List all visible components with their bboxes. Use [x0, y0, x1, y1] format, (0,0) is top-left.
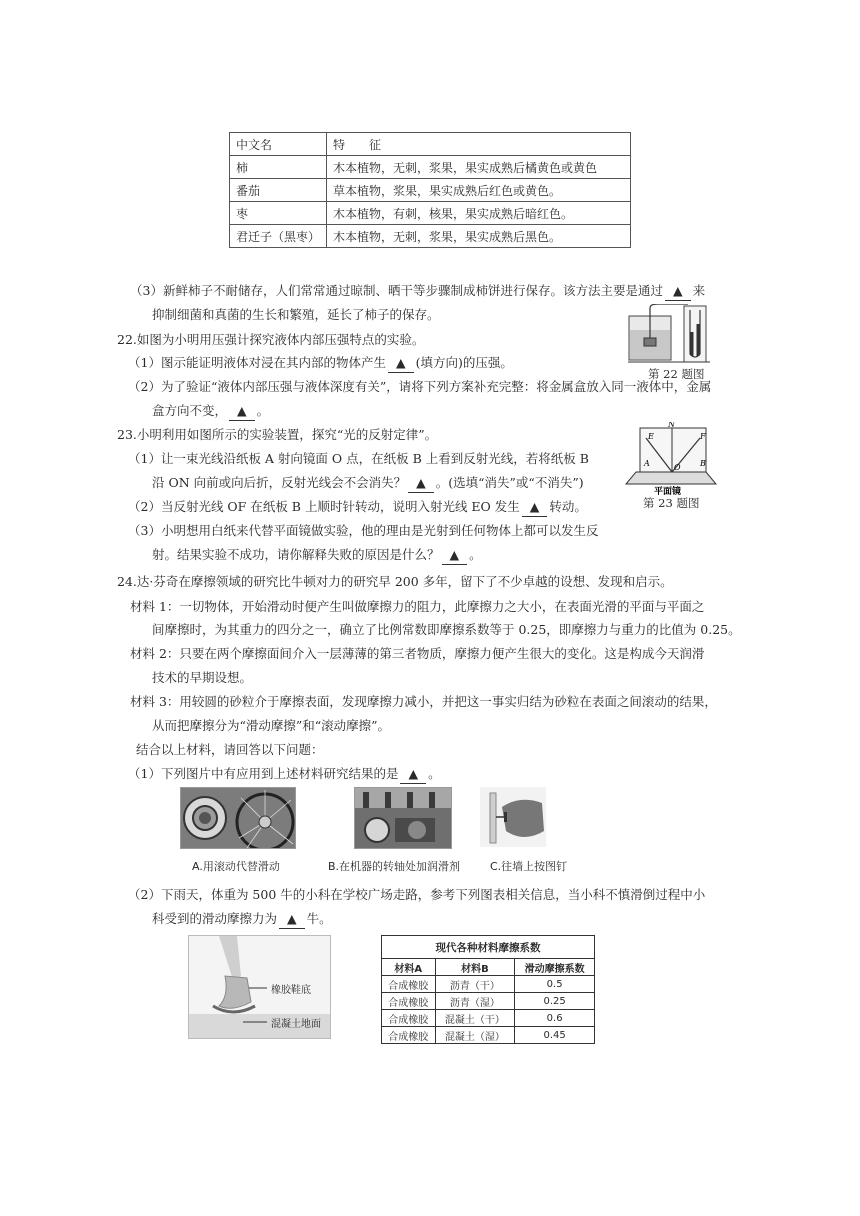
option-b-photo — [354, 787, 452, 849]
q22-figure-caption: 第 22 题图 — [648, 367, 705, 381]
table-cell: 沥青（湿） — [435, 993, 515, 1010]
option-b-label: B.在机器的转轴处加润滑剂 — [328, 860, 461, 873]
table-cell: 0.6 — [515, 1010, 595, 1027]
plant-table — [229, 132, 631, 248]
table-header-cell: 滑动摩擦系数 — [515, 959, 595, 976]
answer-blank: ▲ — [279, 910, 305, 929]
q23-figure-caption: 第 23 题图 — [643, 496, 700, 510]
label-O: O — [674, 463, 681, 472]
q23-2 — [128, 498, 587, 517]
option-a-label: A.用滚动代替滑动 — [192, 860, 280, 873]
table-header-row — [382, 959, 595, 976]
friction-table-title: 现代各种材料摩擦系数 — [382, 936, 595, 959]
question-text: 。 — [469, 547, 482, 562]
table-cell: 沥青（干） — [435, 976, 515, 993]
material-3-line1: 材料 3：用较圆的砂粒介于摩擦表面，发现摩擦力减小，并把这一事实归结为砂粒在表面之间滚动的结果， — [130, 694, 717, 709]
bearing-wheel-image — [181, 788, 295, 848]
q22-2-line1: （2）为了验证“液体内部压强与液体深度有关”，请将下列方案补充完整：将金属盒放入同一液体中，金属 — [128, 379, 712, 394]
table-cell: 0.45 — [515, 1027, 595, 1044]
mirror-label: 平面镜 — [654, 487, 682, 496]
reflection-figure — [622, 422, 722, 496]
label-N: N — [668, 422, 675, 429]
table-cell: 合成橡胶 — [382, 993, 436, 1010]
table-header-cell: 材料A — [382, 959, 436, 976]
question-text: (填方向)的压强。 — [415, 355, 513, 370]
answer-blank: ▲ — [408, 474, 434, 493]
table-cell: 君迁子（黑枣） — [230, 225, 327, 248]
table-cell: 木本植物，无刺，浆果，果实成熟后橘黄色或黄色 — [327, 156, 631, 179]
q21-3-line2: 抑制细菌和真菌的生长和繁殖，延长了柿子的保存。 — [152, 307, 440, 322]
question-text: 。 — [256, 403, 270, 418]
table-header-cell: 中文名 — [230, 133, 327, 156]
table-row — [382, 1027, 595, 1044]
table-cell: 0.5 — [515, 976, 595, 993]
label-E: E — [648, 432, 654, 441]
answer-blank: ▲ — [229, 402, 255, 421]
table-header-cell: 材料B — [435, 959, 515, 976]
question-text: 来 — [692, 283, 706, 298]
table-row — [230, 179, 631, 202]
answer-blank: ▲ — [522, 498, 548, 517]
table-cell: 草本植物，浆果，果实成熟后红色或黄色。 — [327, 179, 631, 202]
concrete-ground-label: 混凝土地面 — [271, 1019, 321, 1030]
question-text: （2）当反射光线 OF 在纸板 B 上顺时针转动，说明入射光线 EO 发生 — [128, 499, 520, 514]
q23-1-line2 — [152, 474, 584, 493]
question-text: 射。结果实验不成功，请你解释失败的原因是什么？ — [152, 547, 440, 562]
table-header-cell: 特 征 — [327, 133, 631, 156]
question-text: 盒方向不变， — [152, 403, 228, 418]
shoe-photo — [188, 935, 331, 1039]
label-A: A — [644, 459, 650, 468]
label-B: B — [700, 459, 706, 468]
material-1-line2: 间摩擦时，为其重力的四分之一，确立了比例常数即摩擦系数等于 0.25，即摩擦力与重力的比值为 0.25。 — [152, 622, 741, 637]
q23-3-line2 — [152, 546, 482, 565]
option-c-photo — [480, 787, 546, 847]
combine-text: 结合以上材料，请回答以下问题： — [136, 742, 324, 757]
table-cell: 枣 — [230, 202, 327, 225]
pressure-gauge-figure — [628, 304, 710, 366]
table-cell: 木本植物，有刺，核果，果实成熟后暗红色。 — [327, 202, 631, 225]
table-cell: 番茄 — [230, 179, 327, 202]
question-text: 科受到的滑动摩擦力为 — [152, 911, 278, 926]
answer-blank: ▲ — [665, 282, 691, 301]
table-row — [382, 993, 595, 1010]
material-2-line1: 材料 2：只要在两个摩擦面间介入一层薄薄的第三者物质，摩擦力便产生很大的变化。这是构成今天润滑 — [130, 646, 705, 661]
table-header-row — [230, 133, 631, 156]
question-text: 。(选填“消失”或“不消失”) — [435, 475, 584, 490]
table-cell: 柿 — [230, 156, 327, 179]
answer-blank: ▲ — [388, 354, 414, 373]
material-3-line2: 从而把摩擦分为“滑动摩擦”和“滚动摩擦”。 — [152, 718, 391, 733]
question-text: （1）图示能证明液体对浸在其内部的物体产生 — [128, 355, 386, 370]
option-c-label: C.往墙上按图钉 — [490, 860, 568, 873]
table-row — [230, 202, 631, 225]
table-cell: 0.25 — [515, 993, 595, 1010]
friction-table — [381, 935, 595, 1044]
q22-1 — [128, 354, 513, 373]
table-cell: 混凝土（干） — [435, 1010, 515, 1027]
question-text: 转动。 — [549, 499, 587, 514]
q22-2-line2 — [152, 402, 269, 421]
option-a-photo — [180, 787, 296, 849]
q22-stem: 22.如图为小明用压强计探究液体内部压强特点的实验。 — [117, 332, 425, 347]
question-text: 。 — [428, 766, 441, 781]
q23-1-line1: （1）让一束光线沿纸板 A 射向镜面 O 点，在纸板 B 上看到反射光线，若将纸板 B — [128, 451, 589, 466]
table-cell: 合成橡胶 — [382, 1010, 436, 1027]
answer-blank: ▲ — [442, 546, 468, 565]
q24-2-line1: （2）下雨天，体重为 500 牛的小科在学校广场走路，参考下列图表相关信息，当小科不慎滑倒过程中小 — [128, 887, 706, 902]
table-row — [230, 156, 631, 179]
thumbtack-image — [480, 787, 546, 847]
q21-3-line1 — [130, 282, 705, 301]
table-row — [382, 1010, 595, 1027]
question-text: 沿 ON 向前或向后折，反射光线会不会消失？ — [152, 475, 407, 490]
question-text: （1）下列图片中有应用到上述材料研究结果的是 — [128, 766, 399, 781]
label-F: F — [700, 432, 706, 441]
table-cell: 混凝土（湿） — [435, 1027, 515, 1044]
q23-3-line1: （3）小明想用白纸来代替平面镜做实验，他的理由是光射到任何物体上都可以发生反 — [128, 523, 599, 538]
machine-shaft-image — [355, 788, 451, 848]
material-1-line1: 材料 1：一切物体，开始滑动时便产生叫做摩擦力的阻力，此摩擦力之大小，在表面光滑的平面与平面之 — [130, 599, 705, 614]
q24-1 — [128, 765, 441, 784]
table-cell: 木本植物，无刺，浆果，果实成熟后黑色。 — [327, 225, 631, 248]
material-2-line2: 技术的早期设想。 — [152, 670, 253, 685]
q23-stem: 23.小明利用如图所示的实验装置，探究“光的反射定律”。 — [117, 427, 438, 442]
q24-2-line2 — [152, 910, 332, 929]
answer-blank: ▲ — [400, 765, 426, 784]
q24-stem: 24.达·芬奇在摩擦领域的研究比牛顿对力的研究早 200 多年，留下了不少卓越的设想、发现和启示。 — [117, 574, 673, 589]
shoe-sole-label: 橡胶鞋底 — [271, 985, 311, 996]
question-text: （3）新鲜柿子不耐储存，人们常常通过晾制、晒干等步骤制成柿饼进行保存。该方法主要是通过 — [130, 283, 663, 298]
table-cell: 合成橡胶 — [382, 976, 436, 993]
table-row — [230, 225, 631, 248]
table-row — [382, 976, 595, 993]
question-text: 牛。 — [306, 911, 332, 926]
table-cell: 合成橡胶 — [382, 1027, 436, 1044]
